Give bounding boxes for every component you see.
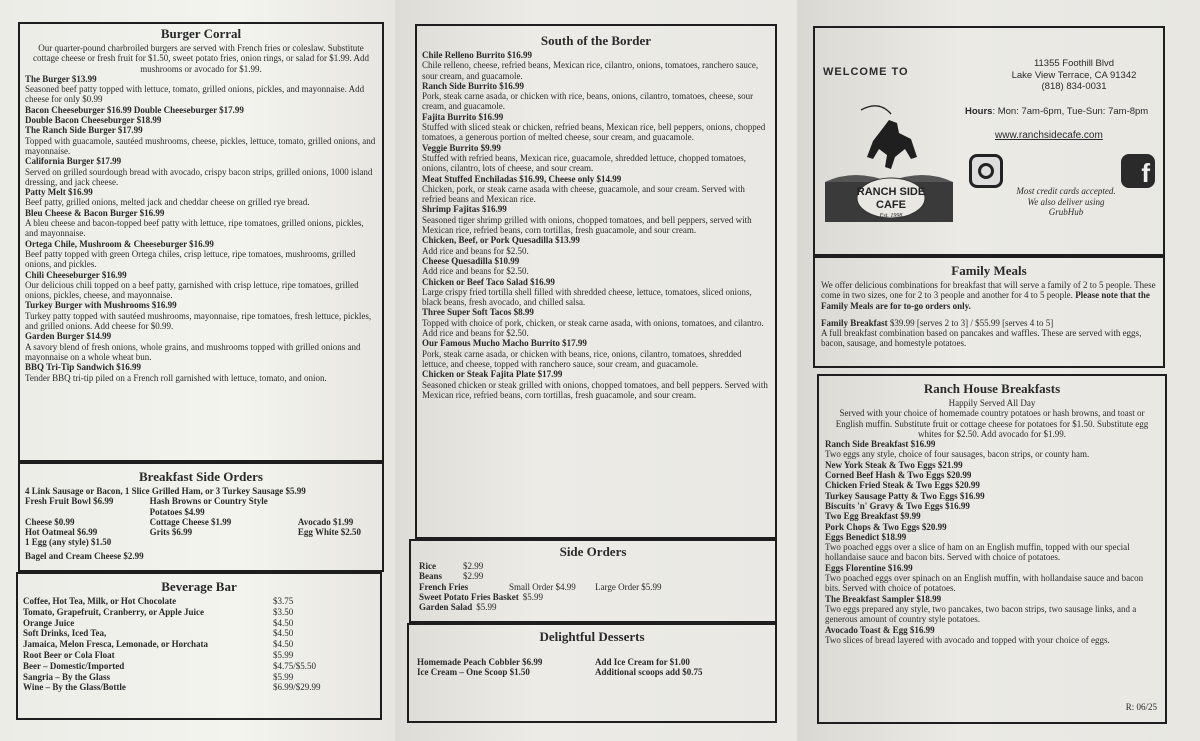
side-line: 4 Link Sausage or Bacon, 1 Slice Grilled Ham, or 3 Turkey Sausage $5.99 <box>25 486 306 496</box>
beverage-row <box>23 618 375 629</box>
side-row <box>419 602 767 612</box>
menu-item-desc: Add rice and beans for $2.50. <box>422 245 529 256</box>
south-border-section <box>415 24 777 539</box>
menu-item-name: Avocado Toast & Egg $16.99 <box>825 624 935 635</box>
menu-item <box>422 338 770 369</box>
beverage-price: $4.75/$5.50 <box>273 660 317 671</box>
menu-item-name: Patty Melt $16.99 <box>25 187 93 198</box>
menu-item-desc: Two poached eggs over a slice of ham on an English muffin, topped with our special hollandaise sauce and bacon bits. Served with choice of potatoes. <box>825 542 1130 563</box>
menu-item <box>422 81 770 112</box>
menu-item-name: Chili Cheeseburger $16.99 <box>25 269 127 280</box>
instagram-icon[interactable] <box>969 154 1003 188</box>
website-link[interactable]: www.ranchsidecafe.com <box>995 130 1103 141</box>
menu-item-desc: Chile relleno, cheese, refried beans, Mexican rice, cilantro, onions, tomatoes, ranchero sauce, sour cream, and guacamole. <box>422 60 759 81</box>
menu-item-desc: Two eggs any style, choice of four sausages, bacon strips, or county ham. <box>825 449 1090 460</box>
menu-item-name: Turkey Burger with Mushrooms $16.99 <box>25 300 177 311</box>
to-go-note: Please note that the Family Meals are for to-go orders only. <box>821 290 1150 311</box>
menu-item-name: Pork Chops & Two Eggs $20.99 <box>825 521 947 532</box>
menu-item <box>825 491 1159 501</box>
section-title: Side Orders <box>559 544 627 559</box>
menu-item-name: Ranch Side Breakfast $16.99 <box>825 439 936 450</box>
ranch-side-cafe-logo <box>821 90 961 225</box>
menu-item <box>422 307 770 338</box>
menu-item-name: Chicken Fried Steak & Two Eggs $20.99 <box>825 480 980 491</box>
side-price: $5.99 <box>522 591 543 602</box>
side-name: French Fries <box>419 581 469 592</box>
left-panel <box>0 0 395 741</box>
menu-item-name: Chile Relleno Burrito $16.99 <box>422 50 532 60</box>
menu-item-desc: Tender BBQ tri-tip piled on a French roll garnished with lettuce, tomato, and onion. <box>25 372 327 383</box>
menu-item <box>422 256 770 277</box>
menu-item-desc: Served on grilled sourdough bread with avocado, crispy bacon strips, grilled onions, 1000 island dressing, and jack cheese. <box>25 166 373 187</box>
beverage-price: $3.75 <box>273 596 294 606</box>
menu-item-desc: Large crispy fried tortilla shell filled with shredded cheese, lettuce, tomatoes, sliced onions, black beans, fresh avocado, and chilled salsa. <box>422 286 752 308</box>
dessert-item: Additional scoops add $0.75 <box>595 667 703 678</box>
address-line: Lake View Terrace, CA 91342 <box>1011 69 1137 81</box>
beverage-name: Orange Juice <box>23 617 75 628</box>
payment-note <box>991 186 1141 218</box>
beverage-name: Soft Drinks, Iced Tea, <box>23 628 107 639</box>
menu-item-name: Eggs Benedict $18.99 <box>825 531 907 542</box>
section-subtitle: Happily Served All Day <box>948 398 1036 408</box>
menu-item <box>825 625 1159 646</box>
sides-grid <box>25 496 377 537</box>
welcome-section <box>813 26 1165 256</box>
side-row <box>419 592 767 602</box>
menu-item-name: Eggs Florentine $16.99 <box>825 562 913 573</box>
menu-item-name: The Ranch Side Burger $17.99 <box>25 125 143 136</box>
menu-item-name: The Burger $13.99 <box>25 73 97 84</box>
menu-item-desc: Beef patty topped with green Ortega chiles, crisp lettuce, ripe tomatoes, mushrooms, grilled onions, and pickles. <box>25 248 356 270</box>
menu-item-name: Two Egg Breakfast $9.99 <box>825 511 921 522</box>
menu-item-name: Biscuits 'n' Gravy & Two Eggs $16.99 <box>825 500 970 511</box>
beverage-row <box>23 650 375 661</box>
svg-text:Est. 1998: Est. 1998 <box>879 213 903 219</box>
side-line: 1 Egg (any style) $1.50 <box>25 537 112 548</box>
beverage-row <box>23 661 375 672</box>
menu-item-name: Garden Burger $14.99 <box>25 331 112 342</box>
item-price: $39.99 [serves 2 to 3] / $55.99 [serves 4 to 5] <box>887 317 1054 328</box>
menu-item-desc: Pork, steak carne asada, or chicken with beans, rice, onions, cilantro, tomatoes, shredded lettuce, and cheese, topped with ranchero sauce, sour cream, and guacamole. <box>422 348 742 369</box>
menu-item <box>25 362 377 383</box>
menu-item <box>825 522 1159 532</box>
middle-panel <box>395 0 797 741</box>
menu-item <box>25 156 377 187</box>
side-cell: Egg White $2.50 <box>297 527 361 538</box>
menu-item <box>825 501 1159 511</box>
beverage-name: Tomato, Grapefruit, Cranberry, or Apple Juice <box>23 606 204 617</box>
menu-item-name: Bacon Cheeseburger $16.99 Double Cheeseburger $17.99 <box>25 104 244 115</box>
item-desc: A full breakfast combination based on pancakes and waffles. These are served with eggs, bacon, sausage, and homestyle potatoes. <box>821 328 1142 349</box>
item-name: Family Breakfast <box>821 317 888 328</box>
menu-item <box>25 115 377 125</box>
beverage-name: Sangria – By the Glass <box>23 671 111 682</box>
menu-item <box>422 112 770 143</box>
menu-item-desc: Seasoned beef patty topped with lettuce, tomato, grilled onions, pickles, and mayonnaise. Add cheese for only $0.99 <box>25 84 365 105</box>
menu-item-desc: A bleu cheese and bacon-topped beef patty with lettuce, ripe tomatoes, grilled onions, pickles, and mayonnaise. <box>25 218 364 239</box>
side-row <box>419 582 767 592</box>
menu-item-name: Corned Beef Hash & Two Eggs $20.99 <box>825 470 972 481</box>
menu-item <box>422 204 770 235</box>
menu-item-desc: Beef patty, grilled onions, melted jack and cheddar cheese on grilled rye bread. <box>25 197 310 208</box>
menu-item-desc: Seasoned tiger shrimp grilled with onions, chopped tomatoes, and bell peppers, served with Mexican rice, refried beans, corn tortillas, fresh guacamole, and sour cream. <box>422 214 752 236</box>
menu-item-name: Shrimp Fajitas $16.99 <box>422 204 507 215</box>
menu-item-name: Chicken or Steak Fajita Plate $17.99 <box>422 369 563 380</box>
menu-item <box>825 470 1159 480</box>
menu-item <box>422 235 770 256</box>
menu-item-name: Meat Stuffed Enchiladas $16.99, Cheese only $14.99 <box>422 173 622 184</box>
side-row <box>419 571 767 581</box>
breakfast-list <box>825 439 1159 645</box>
menu-item <box>825 563 1159 594</box>
revision-date: R: 06/25 <box>1125 702 1157 712</box>
side-cell: Cottage Cheese $1.99 <box>149 516 232 527</box>
menu-item-name: Turkey Sausage Patty & Two Eggs $16.99 <box>825 490 985 501</box>
menu-item-desc: Chicken, pork, or steak carne asada with cheese, guacamole, and sour cream. Served with refried beans and Mexican rice. <box>422 183 745 205</box>
beverage-name: Coffee, Hot Tea, Milk, or Hot Chocolate <box>23 596 177 606</box>
menu-item <box>422 369 770 400</box>
burger-corral-section <box>18 22 384 462</box>
menu-item-name: Bleu Cheese & Bacon Burger $16.99 <box>25 207 165 218</box>
beverage-price: $6.99/$29.99 <box>273 682 321 693</box>
beverage-list <box>23 596 375 693</box>
family-meals-section <box>813 256 1165 368</box>
side-name: Garden Salad <box>419 602 473 613</box>
burger-list <box>25 74 377 383</box>
section-intro: Served with your choice of homemade country potatoes or hash browns, and toast or English muffin. Substitute fruit or cottage cheese for potatoes for $1.50. Substitute egg whites for $2.50. Add avocado for $1.99. <box>835 408 1149 439</box>
menu-item <box>422 277 770 308</box>
beverage-price: $5.99 <box>273 649 294 660</box>
side-row <box>419 561 767 571</box>
section-title: Delightful Desserts <box>539 629 645 644</box>
menu-item-name: Three Super Soft Tacos $8.99 <box>422 307 534 318</box>
side-price: $5.99 <box>476 602 497 613</box>
section-title: Burger Corral <box>160 26 242 41</box>
menu-item <box>25 187 377 208</box>
menu-item <box>25 331 377 362</box>
side-name: Sweet Potato Fries Basket <box>419 591 519 602</box>
menu-item-name: Veggie Burrito $9.99 <box>422 142 501 153</box>
dessert-row <box>417 667 767 677</box>
beverage-price: $4.50 <box>273 617 294 628</box>
intro-text: We offer delicious combinations for breakfast that will serve a family of 2 to 5 people. These come in two sizes, one for 2 to 3 people and another for 4 to 5 people. <box>821 280 1156 301</box>
beverage-name: Jamaica, Melon Fresca, Lemonade, or Horchata <box>23 639 208 650</box>
payment-line: Most credit cards accepted. <box>1016 186 1116 196</box>
side-price: $2.99 <box>463 561 484 571</box>
menu-item-desc: Seasoned chicken or steak grilled with onions, chopped tomatoes, and bell peppers. Served with Mexican rice, refried beans, corn tortillas, fresh guacamole, and sour cream. <box>422 379 768 400</box>
beverage-row <box>23 672 375 683</box>
beverage-row <box>23 607 375 618</box>
section-intro <box>821 280 1157 311</box>
menu-item-desc: Topped with choice of pork, chicken, or steak carne asada, with onions, tomatoes, and cilantro. Add rice and beans for $2.50. <box>422 317 764 339</box>
beverage-price: $3.50 <box>273 606 294 617</box>
side-cell: Fresh Fruit Bowl $6.99 <box>25 496 114 507</box>
menu-item <box>25 300 377 331</box>
menu-item <box>25 125 377 156</box>
menu-item <box>422 143 770 174</box>
desserts-section <box>407 623 777 723</box>
menu-item-desc: A savory blend of fresh onions, whole grains, and mushrooms topped with grilled onions and mayonnaise on a whole wheat bun. <box>25 341 361 362</box>
svg-text:RANCH SIDE: RANCH SIDE <box>856 186 926 198</box>
hours-value: : Mon: 7am-6pm, Tue-Sun: 7am-8pm <box>992 106 1149 117</box>
section-title: Breakfast Side Orders <box>139 469 263 484</box>
right-panel <box>797 0 1200 741</box>
dessert-item: Homemade Peach Cobbler $6.99 <box>417 657 543 667</box>
menu-item-desc: Topped with guacamole, sautéed mushrooms, cheese, pickles, lettuce, tomato, grilled onions, and mayonnaise. <box>25 135 376 156</box>
beverage-name: Wine – By the Glass/Bottle <box>23 682 126 693</box>
side-orders-section <box>409 539 777 623</box>
menu-item <box>25 208 377 239</box>
menu-item-name: Our Famous Mucho Macho Burrito $17.99 <box>422 338 587 349</box>
phone: (818) 834-0031 <box>1041 81 1107 92</box>
side-cell: Grits $6.99 <box>149 527 193 538</box>
menu-item <box>25 239 377 270</box>
menu-item-name: Fajita Burrito $16.99 <box>422 111 504 122</box>
menu-item-name: Double Bacon Cheeseburger $18.99 <box>25 115 162 126</box>
breakfast-sides-section <box>18 462 384 572</box>
menu-item-name: California Burger $17.99 <box>25 156 122 167</box>
menu-item-desc: Stuffed with refried beans, Mexican rice, guacamole, shredded lettuce, chopped tomatoes, onions, cilantro, lots of cheese, and sour cream. <box>422 152 746 174</box>
menu-item <box>25 105 377 115</box>
menu-item-desc: Two poached eggs over spinach on an English muffin, with hollandaise sauce and bacon bits. Served with choice of potatoes. <box>825 573 1144 594</box>
beverage-row <box>23 628 375 639</box>
family-item <box>821 318 1157 328</box>
side-price: $2.99 <box>463 571 484 582</box>
side-row <box>25 517 377 527</box>
beverage-row <box>23 596 375 607</box>
beverage-price: $5.99 <box>273 671 294 682</box>
menu-item <box>422 50 770 81</box>
south-list <box>422 50 770 400</box>
menu-item <box>825 511 1159 521</box>
beverage-row <box>23 682 375 693</box>
beverage-price: $4.50 <box>273 628 294 639</box>
side-price: Large Order $5.99 <box>595 581 662 592</box>
section-title: Ranch House Breakfasts <box>923 381 1061 396</box>
menu-item-desc: Two eggs prepared any style, two pancakes, two bacon strips, two sausage links, and a generous amount of country style potatoes. <box>825 603 1137 625</box>
menu-item <box>825 594 1159 625</box>
menu-item <box>825 439 1159 460</box>
side-row <box>25 527 377 537</box>
facebook-icon[interactable]: f <box>1121 154 1155 188</box>
side-cell: Hash Browns or Country Style Potatoes $4.99 <box>149 496 268 517</box>
menu-item <box>25 270 377 301</box>
address-line: 11355 Foothill Blvd <box>1033 58 1115 69</box>
side-row <box>25 496 377 517</box>
menu-item <box>825 460 1159 470</box>
menu-item-name: Chicken or Beef Taco Salad $16.99 <box>422 276 555 287</box>
side-cell: Avocado $1.99 <box>297 516 354 527</box>
dessert-row <box>417 657 767 667</box>
side-name: Rice <box>419 561 436 571</box>
menu-item <box>825 532 1159 563</box>
menu-item-name: Cheese Quesadilla $10.99 <box>422 255 520 266</box>
beverage-name: Root Beer or Cola Float <box>23 649 115 660</box>
menu-item-desc: Pork, steak carne asada, or chicken with rice, beans, onions, cilantro, tomatoes, cheese, sour cream, and guacamole. <box>422 91 754 112</box>
beverage-row <box>23 639 375 650</box>
hours-label: Hours <box>965 106 993 117</box>
dessert-item: Add Ice Cream for $1.00 <box>595 657 690 667</box>
menu-item <box>25 74 377 105</box>
hours <box>965 106 1148 117</box>
contact-info <box>985 58 1163 93</box>
payment-line: GrubHub <box>1048 207 1084 217</box>
payment-line: We also deliver using <box>1027 196 1105 207</box>
menu-item <box>422 174 770 205</box>
dessert-item: Ice Cream – One Scoop $1.50 <box>417 667 530 678</box>
menu-item-desc: Turkey patty topped with sautéed mushrooms, mayonnaise, ripe tomatoes, fresh lettuce, pickles, and grilled onions. Add cheese for $0.99. <box>25 310 372 332</box>
menu-item-name: BBQ Tri-Tip Sandwich $16.99 <box>25 362 142 373</box>
side-cell <box>298 496 377 517</box>
beverage-name: Beer – Domestic/Imported <box>23 660 125 671</box>
menu-item-name: Ranch Side Burrito $16.99 <box>422 80 525 91</box>
side-price: Small Order $4.99 <box>509 581 576 592</box>
side-cell: Cheese $0.99 <box>25 516 75 527</box>
menu-item-name: New York Steak & Two Eggs $21.99 <box>825 459 963 470</box>
menu-item-desc: Stuffed with sliced steak or chicken, refried beans, Mexican rice, bell peppers, onions, chopped tomatoes, a generous portion of melted cheese, sour cream, and guacamole. <box>422 122 766 143</box>
menu-item-desc: Add rice and beans for $2.50. <box>422 266 529 277</box>
side-cell: Hot Oatmeal $6.99 <box>25 527 98 538</box>
menu-item-name: The Breakfast Sampler $18.99 <box>825 593 942 604</box>
menu-item <box>825 480 1159 490</box>
menu-item-desc: Our delicious chili topped on a beef patty, garnished with crisp lettuce, ripe tomatoes, grilled onions, pickles, cheese, and mayonnaise. <box>25 279 359 301</box>
section-intro: Our quarter-pound charbroiled burgers are served with French fries or coleslaw. Substitute cottage cheese or fresh fruit for $1.50, sweet potato fries, onion rings, or salad for $1.99. Add mushrooms or avocado for $1.99. <box>33 43 369 74</box>
menu-item-name: Chicken, Beef, or Pork Quesadilla $13.99 <box>422 235 580 246</box>
beverage-price: $4.50 <box>273 639 294 650</box>
section-title: South of the Border <box>540 33 652 48</box>
welcome-text: WELCOME TO <box>823 66 909 78</box>
menu-item-name: Ortega Chile, Mushroom & Cheeseburger $16.99 <box>25 238 214 249</box>
svg-text:CAFE: CAFE <box>876 199 906 211</box>
side-line: Bagel and Cream Cheese $2.99 <box>25 550 144 561</box>
side-name: Beans <box>419 571 443 582</box>
section-title: Beverage Bar <box>161 579 237 594</box>
ranch-breakfasts-section <box>817 374 1167 724</box>
menu-item-desc: Two slices of bread layered with avocado and topped with your choice of eggs. <box>825 634 1110 645</box>
section-title: Family Meals <box>951 263 1027 278</box>
beverage-bar-section <box>16 572 382 720</box>
